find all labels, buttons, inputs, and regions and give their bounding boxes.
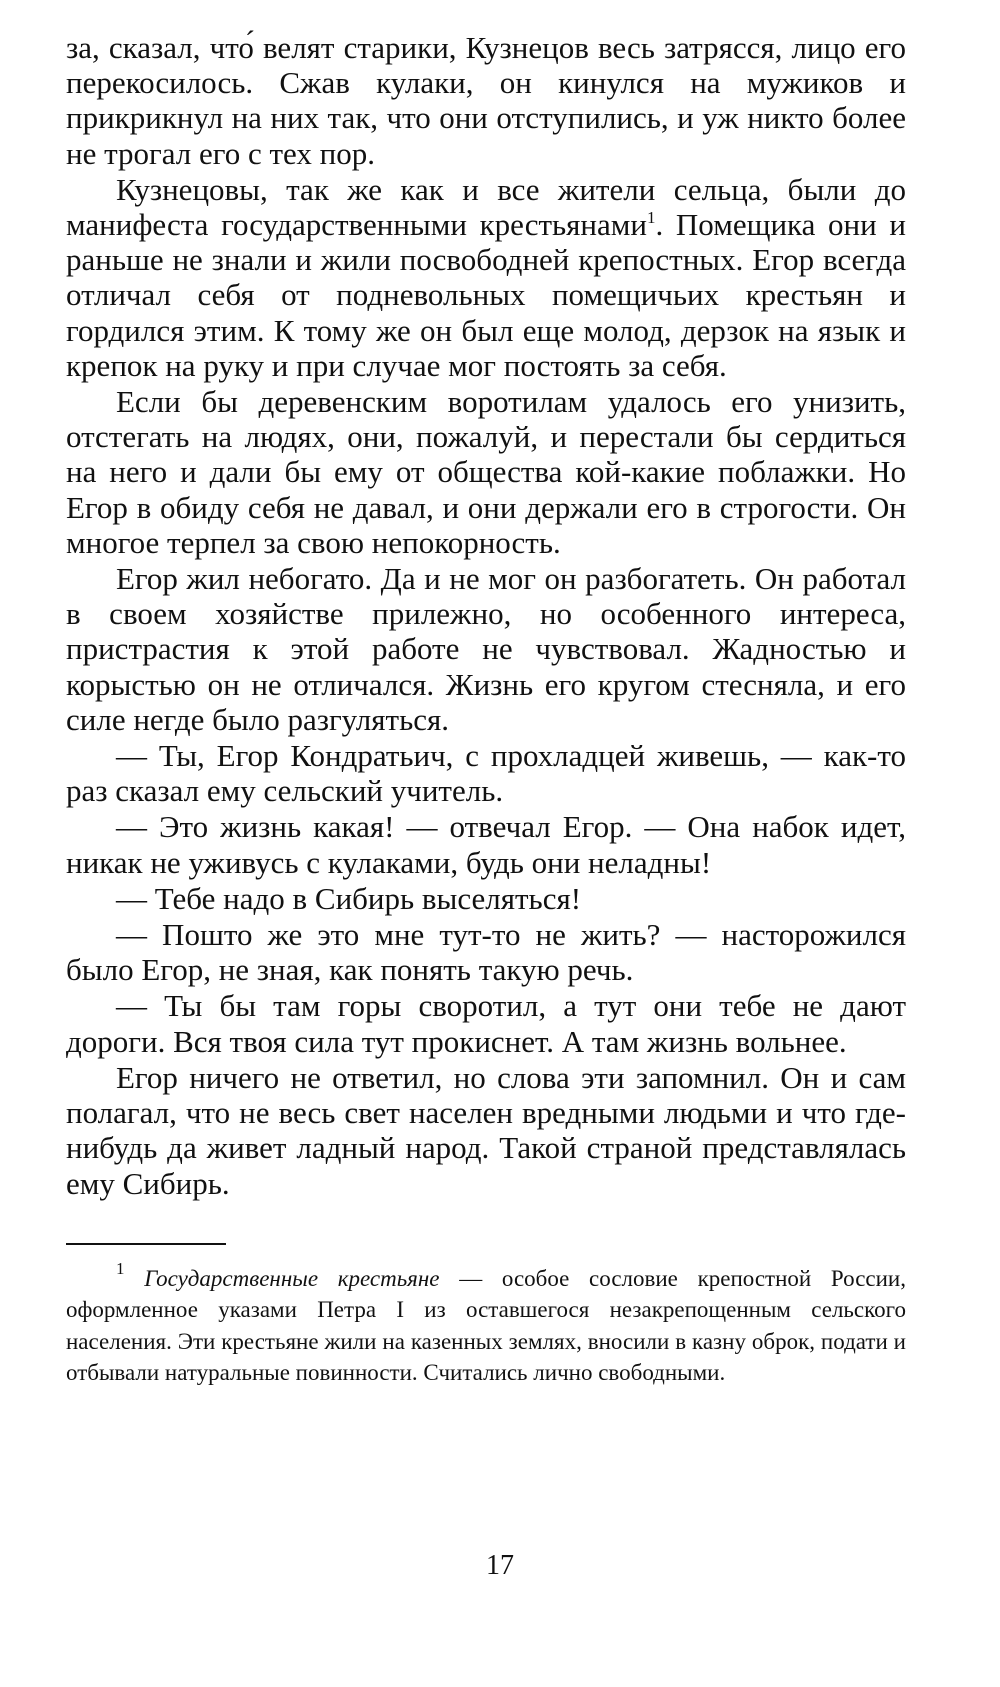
paragraph-2-before: Кузнецовы, так же как и все жители сельца, были до манифеста государственными крестьянами: [66, 171, 906, 243]
footnote-divider: [66, 1243, 226, 1245]
footnote: [66, 1258, 906, 1389]
book-page: [66, 30, 906, 1389]
dialogue-line-4: — Пошто же это мне тут-то не жить? — насторожился было Егор, не зная, как понять такую речь.: [66, 917, 906, 988]
paragraph-1: за, сказал, что́ велят старики, Кузнецов весь затрясся, лицо его перекосилось. Сжав кулаки, он кинулся на мужиков и прикрикнул на них так, что они отступились, и уж никто более не трогал его с тех пор.: [66, 30, 906, 171]
page-number: 17: [486, 1550, 514, 1581]
paragraph-4: Егор жил небогато. Да и не мог он разбогатеть. Он работал в своем хозяйстве прилежно, но особенного интереса, пристрастия к этой работе не чувствовал. Жадностью и корыстью он не отличался. Жизнь его кругом стесняла, и его силе негде было разгуляться.: [66, 561, 906, 737]
footnote-text: — особое сословие крепостной России, оформленное указами Петра I из оставшегося незакрепощенным сельского населения. Эти крестьяне жили на казенных землях, вносили в казну оброк, подати и отбывали натуральные повинности. Считались лично свободными.: [66, 1265, 906, 1386]
paragraph-3: Если бы деревенским воротилам удалось его унизить, отстегать на людях, они, пожалуй, и перестали бы сердиться на него и дали бы ему от общества кой-какие поблажки. Но Егор в обиду себя не давал, и они держали его в строгости. Он многое терпел за свою непокорность.: [66, 384, 906, 560]
main-text: [66, 30, 906, 1201]
dialogue-line-3: — Тебе надо в Сибирь выселяться!: [116, 880, 582, 916]
paragraph-2-after: . Помещика они и раньше не знали и жили посвободней крепостных. Егор всегда отличал себя от подневольных помещичьих крестьян и гордился этим. К тому же он был еще молод, дерзок на язык и крепок на руку и при случае мог постоять за себя.: [66, 207, 906, 383]
paragraph-2: [66, 172, 906, 383]
paragraph-final: Егор ничего не ответил, но слова эти запомнил. Он и сам полагал, что не весь свет населен вредными людьми и что где-нибудь да живет ладный народ. Такой страной представлялась ему Сибирь.: [66, 1059, 906, 1201]
dialogue-line-1: — Ты, Егор Кондратьич, с прохладцей живешь, — как-то раз сказал ему сельский учитель.: [66, 738, 906, 809]
footnote-reference: 1: [646, 208, 656, 228]
footnote-marker: 1: [116, 1258, 125, 1278]
footnote-term: Государственные крестьяне: [144, 1265, 440, 1291]
dialogue-line-2: — Это жизнь какая! — отвечал Егор. — Она набок идет, никак не уживусь с кулаками, будь они неладны!: [66, 809, 906, 880]
dialogue-line-5: — Ты бы там горы своротил, а тут они тебе не дают дороги. Вся твоя сила тут прокиснет. А там жизнь вольнее.: [66, 988, 906, 1059]
